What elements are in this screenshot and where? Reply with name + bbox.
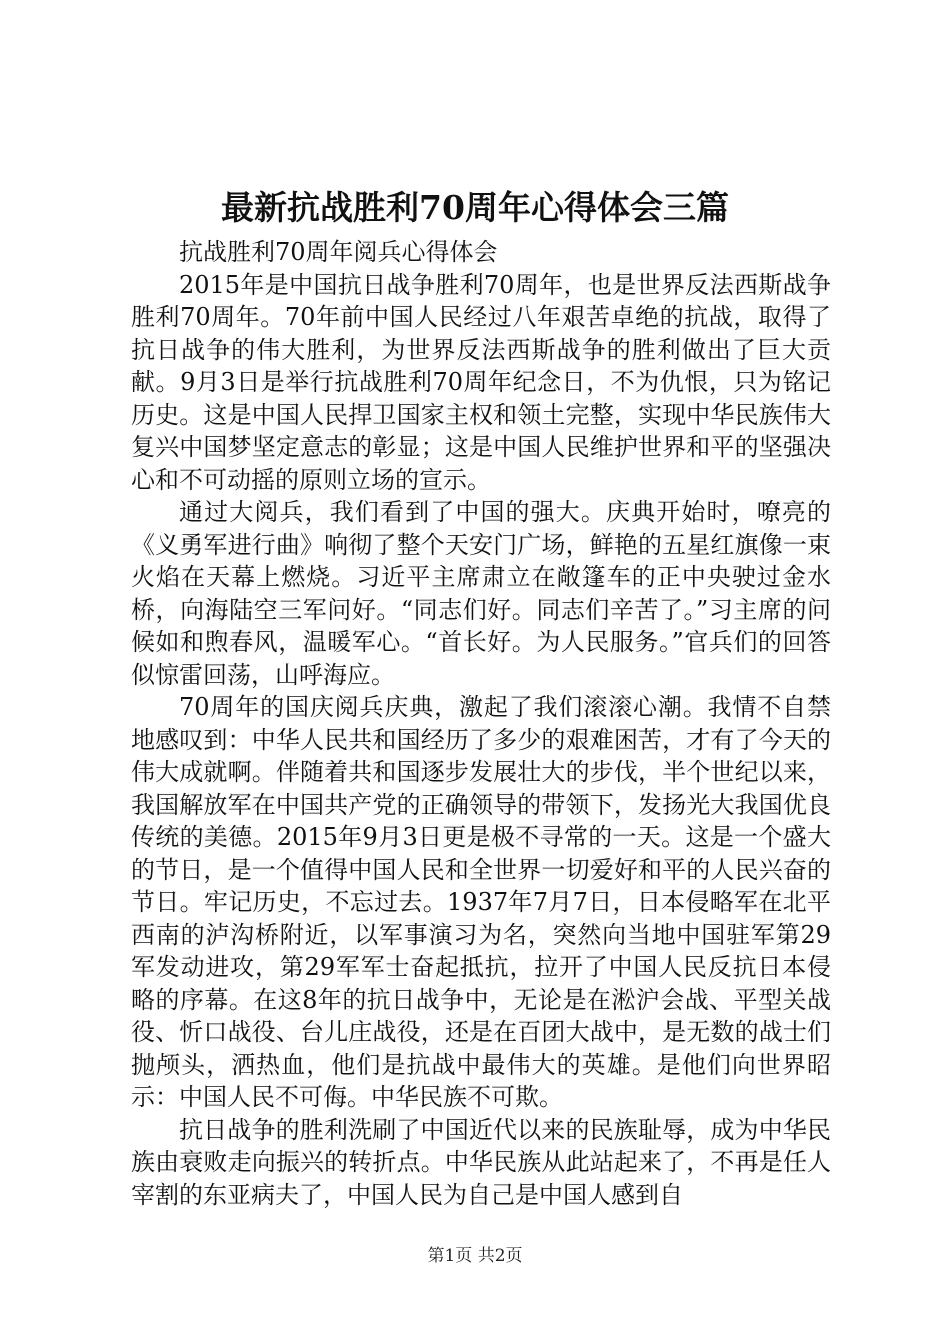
document-title: 最新抗战胜利70周年心得体会三篇	[221, 188, 729, 227]
paragraph-2: 通过大阅兵，我们看到了中国的强大。庆典开始时，嘹亮的《义勇军进行曲》响彻了整个天安门广场，鲜艳的五星红旗像一束火焰在天幕上燃烧。习近平主席肃立在敞篷车的正中央驶过金水桥，向海陆空三军问好。“同志们好。同志们辛苦了。”习主席的问候如和煦春风，温暖军心。“首长好。为人民服务。”官兵们的回答似惊雷回荡，山呼海应。	[131, 498, 831, 689]
document-subtitle: 抗战胜利70周年阅兵心得体会	[179, 238, 498, 266]
paragraph-1: 2015年是中国抗日战争胜利70周年，也是世界反法西斯战争胜利70周年。70年前中国人民经过八年艰苦卓绝的抗战，取得了抗日战争的伟大胜利，为世界反法西斯战争的胜利做出了巨大贡献。9月3日是举行抗战胜利70周年纪念日，不为仇恨，只为铭记历史。这是中国人民捍卫国家主权和领土完整，实现中华民族伟大复兴中国梦坚定意志的彰显；这是中国人民维护世界和平的坚强决心和不可动摇的原则立场的宣示。	[131, 270, 831, 494]
paragraph-4: 抗日战争的胜利洗刷了中国近代以来的民族耻辱，成为中华民族由衰败走向振兴的转折点。中华民族从此站起来了，不再是任人宰割的东亚病夫了，中国人民为自己是中国人感到自	[131, 1115, 831, 1209]
document-body	[131, 236, 831, 1211]
page-number-footer: 第1页 共2页	[427, 1246, 523, 1266]
paragraph-3: 70周年的国庆阅兵庆典，激起了我们滚滚心潮。我情不自禁地感叹到：中华人民共和国经历了多少的艰难困苦，才有了今天的伟大成就啊。伴随着共和国逐步发展壮大的步伐，半个世纪以来，我国解放军在中国共产党的正确领导的带领下，发扬光大我国优良传统的美德。2015年9月3日更是极不寻常的一天。这是一个盛大的节日，是一个值得中国人民和全世界一切爱好和平的人民兴奋的节日。牢记历史，不忘过去。1937年7月7日，日本侵略军在北平西南的泸沟桥附近，以军事演习为名，突然向当地中国驻军第29军发动进攻，第29军军士奋起抵抗，拉开了中国人民反抗日本侵略的序幕。在这8年的抗日战争中，无论是在淞沪会战、平型关战役、忻口战役、台儿庄战役，还是在百团大战中，是无数的战士们抛颅头，洒热血，他们是抗战中最伟大的英雄。是他们向世界昭示：中国人民不可侮。中华民族不可欺。	[131, 693, 831, 1111]
